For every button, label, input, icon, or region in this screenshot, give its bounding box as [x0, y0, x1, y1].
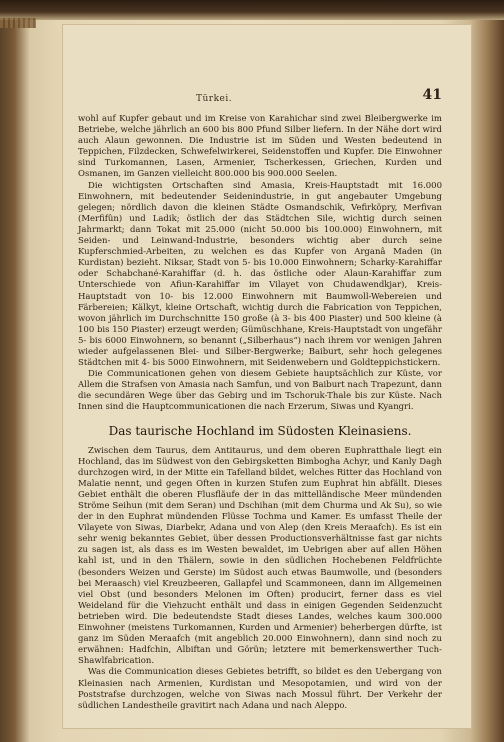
body-text: [78, 114, 442, 712]
running-head: Türkei.: [196, 94, 233, 104]
book-spine-edge: [0, 18, 36, 28]
page-number: 41: [422, 87, 442, 103]
paragraph: Die wichtigsten Ortschaften sind Amasia, Kreis-Hauptstadt mit 16.000 Einwohnern, mit bedeutender Seidenindustrie, in gut angebauter Umgebung gelegen; nördlich davon die kleinen Städte Osmandschik, Vefirköpry, Merfivan (Merfifûn) und Ladik; östlich der das Städtchen Sile, wichtig durch seinen Jahrmarkt; dann Tokat mit 25.000 (nicht 50.000 bis 100.000) Einwohnern, mit Seiden- und Leinwand-Industrie, besonders wichtig aber durch seine Kupferschmied-Arbeiten, zu welchen es das Kupfer von Arganâ Maden (in Kurdistan) bezieht. Niksar, Stadt von 5- bis 10.000 Einwohnern; Scharky-Karahiffar oder Schabchané-Karahiffar (d. h. das östliche oder Alaun-Karahiffar zum Unterschiede von Afiun-Karahiffar im Vilayet von Chudawendkjar), Kreis-Hauptstadt von 10- bis 12.000 Einwohnern mit Baumwoll-Webereien und Färbereien; Kälkyt, kleine Ortschaft, wichtig durch die Fabrication von Teppichen, wovon jährlich im Durchschnitte 150 große (à 3- bis 400 Piaster) und 500 kleine (à 100 bis 150 Piaster) erzeugt werden; Gümüschhane, Kreis-Hauptstadt von ungefähr 5- bis 6000 Einwohnern, so benannt („Silberhaus“) nach ihrem vor wenigen Jahren wieder aufgelassenen Blei- und Silber-Bergwerke; Baiburt, sehr hoch gelegenes Städtchen mit 4- bis 5000 Einwohnern, mit Seidenwebern und Goldteppichstickern.: [78, 180, 442, 369]
paragraph: Was die Communication dieses Gebietes betrifft, so bildet es den Uebergang von Kleinasien nach Armenien, Kurdistan und Mesopotamien, und wird von der Poststrafse durchzogen, welche von Siwas nach Mossul führt. Der Verkehr der südlichen Landestheile gravitirt nach Adana und nach Aleppo.: [78, 667, 442, 711]
book-top-edge: [0, 0, 504, 20]
paragraph: wohl auf Kupfer gebaut und im Kreise von Karahichar sind zwei Bleibergwerke im Betriebe, welche jährlich an 600 bis 800 Pfund Silber liefern. In der Nähe dort wird auch Alaun gewonnen. Die Industrie ist im Süden und Westen bedeutend in Teppichen, Filzdecken, Schwefelwirkerei, Seidenstoffen und Kupfer. Die Einwohner sind Turkomannen, Lasen, Armenier, Tscherkessen, Griechen, Kurden und Osmanen, im Ganzen vielleicht 800.000 bis 900.000 Seelen.: [78, 114, 442, 180]
section-heading: Das taurische Hochland im Südosten Kleinasiens.: [108, 423, 412, 438]
page-header: [78, 87, 442, 110]
paragraph: Die Communicationen gehen von diesem Gebiete hauptsächlich zur Küste, vor Allem die Strafsen von Amasia nach Samfun, und von Baiburt nach Trapezunt, dann die secundären Wege über das Gebirg und im Tschoruk-Thale bis zur Küste. Nach Innen sind die Hauptcommunicationen die nach Erzerum, Siwas und Kyangri.: [78, 369, 442, 413]
paragraph: Zwischen dem Taurus, dem Antitaurus, und dem oberen Euphratthale liegt ein Hochland, das im Südwest von den Gebirgsketten Bimbogha Achyr, und Kanly Dagh durchzogen wird, in der Mitte ein Tafelland bildet, welches Ritter das Hochland von Malatie nennt, und gegen Often in kurzen Stufen zum Euphrat hin abfällt. Dieses Gebiet enthält die oberen Flusfläufe der in das mittelländische Meer mündenden Ströme Seihun (mit dem Seran) und Dschihan (mit dem Churma und Ak Su), so wie der in den Euphrat mündenden Flüsse Tochma und Kamer. Es umfasst Theile der Vilayete von Siwas, Diarbekr, Adana und von Alep (den Kreis Meraafch). Es ist ein sehr wenig bekanntes Gebiet, über dessen Productionsverhältnisse fast gar nichts zu sagen ist, als dass es im Westen bewaldet, im Uebrigen aber auf allen Höhen kahl ist, und in den Thälern, sowie in den südlichen Hochebenen Feldfrüchte (besonders Weizen und Gerste) im Südost auch etwas Baumwolle, und (besonders bei Meraasch) viel Kreuzbeeren, Gallapfel und Scammoneen, dann im Allgemeinen viel Obst (und besonders Melonen im Often) producirt, ferner dass es viel Weideland für die Viehzucht enthält und dass in einigen Gegenden Seidenzucht betrieben wird. Die bedeutendste Stadt dieses Landes, welches kaum 300.000 Einwohner (meistens Turkomannen, Kurden und Armenier) beherbergen dürfte, ist ganz im Süden Meraafch (mit angeblich 20.000 Einwohnern), dann sind noch zu erwähnen: Hadfchin, Albiftan und Görün; letztere mit bemerkenswerther Tuch- Shawlfabrication.: [78, 445, 442, 667]
